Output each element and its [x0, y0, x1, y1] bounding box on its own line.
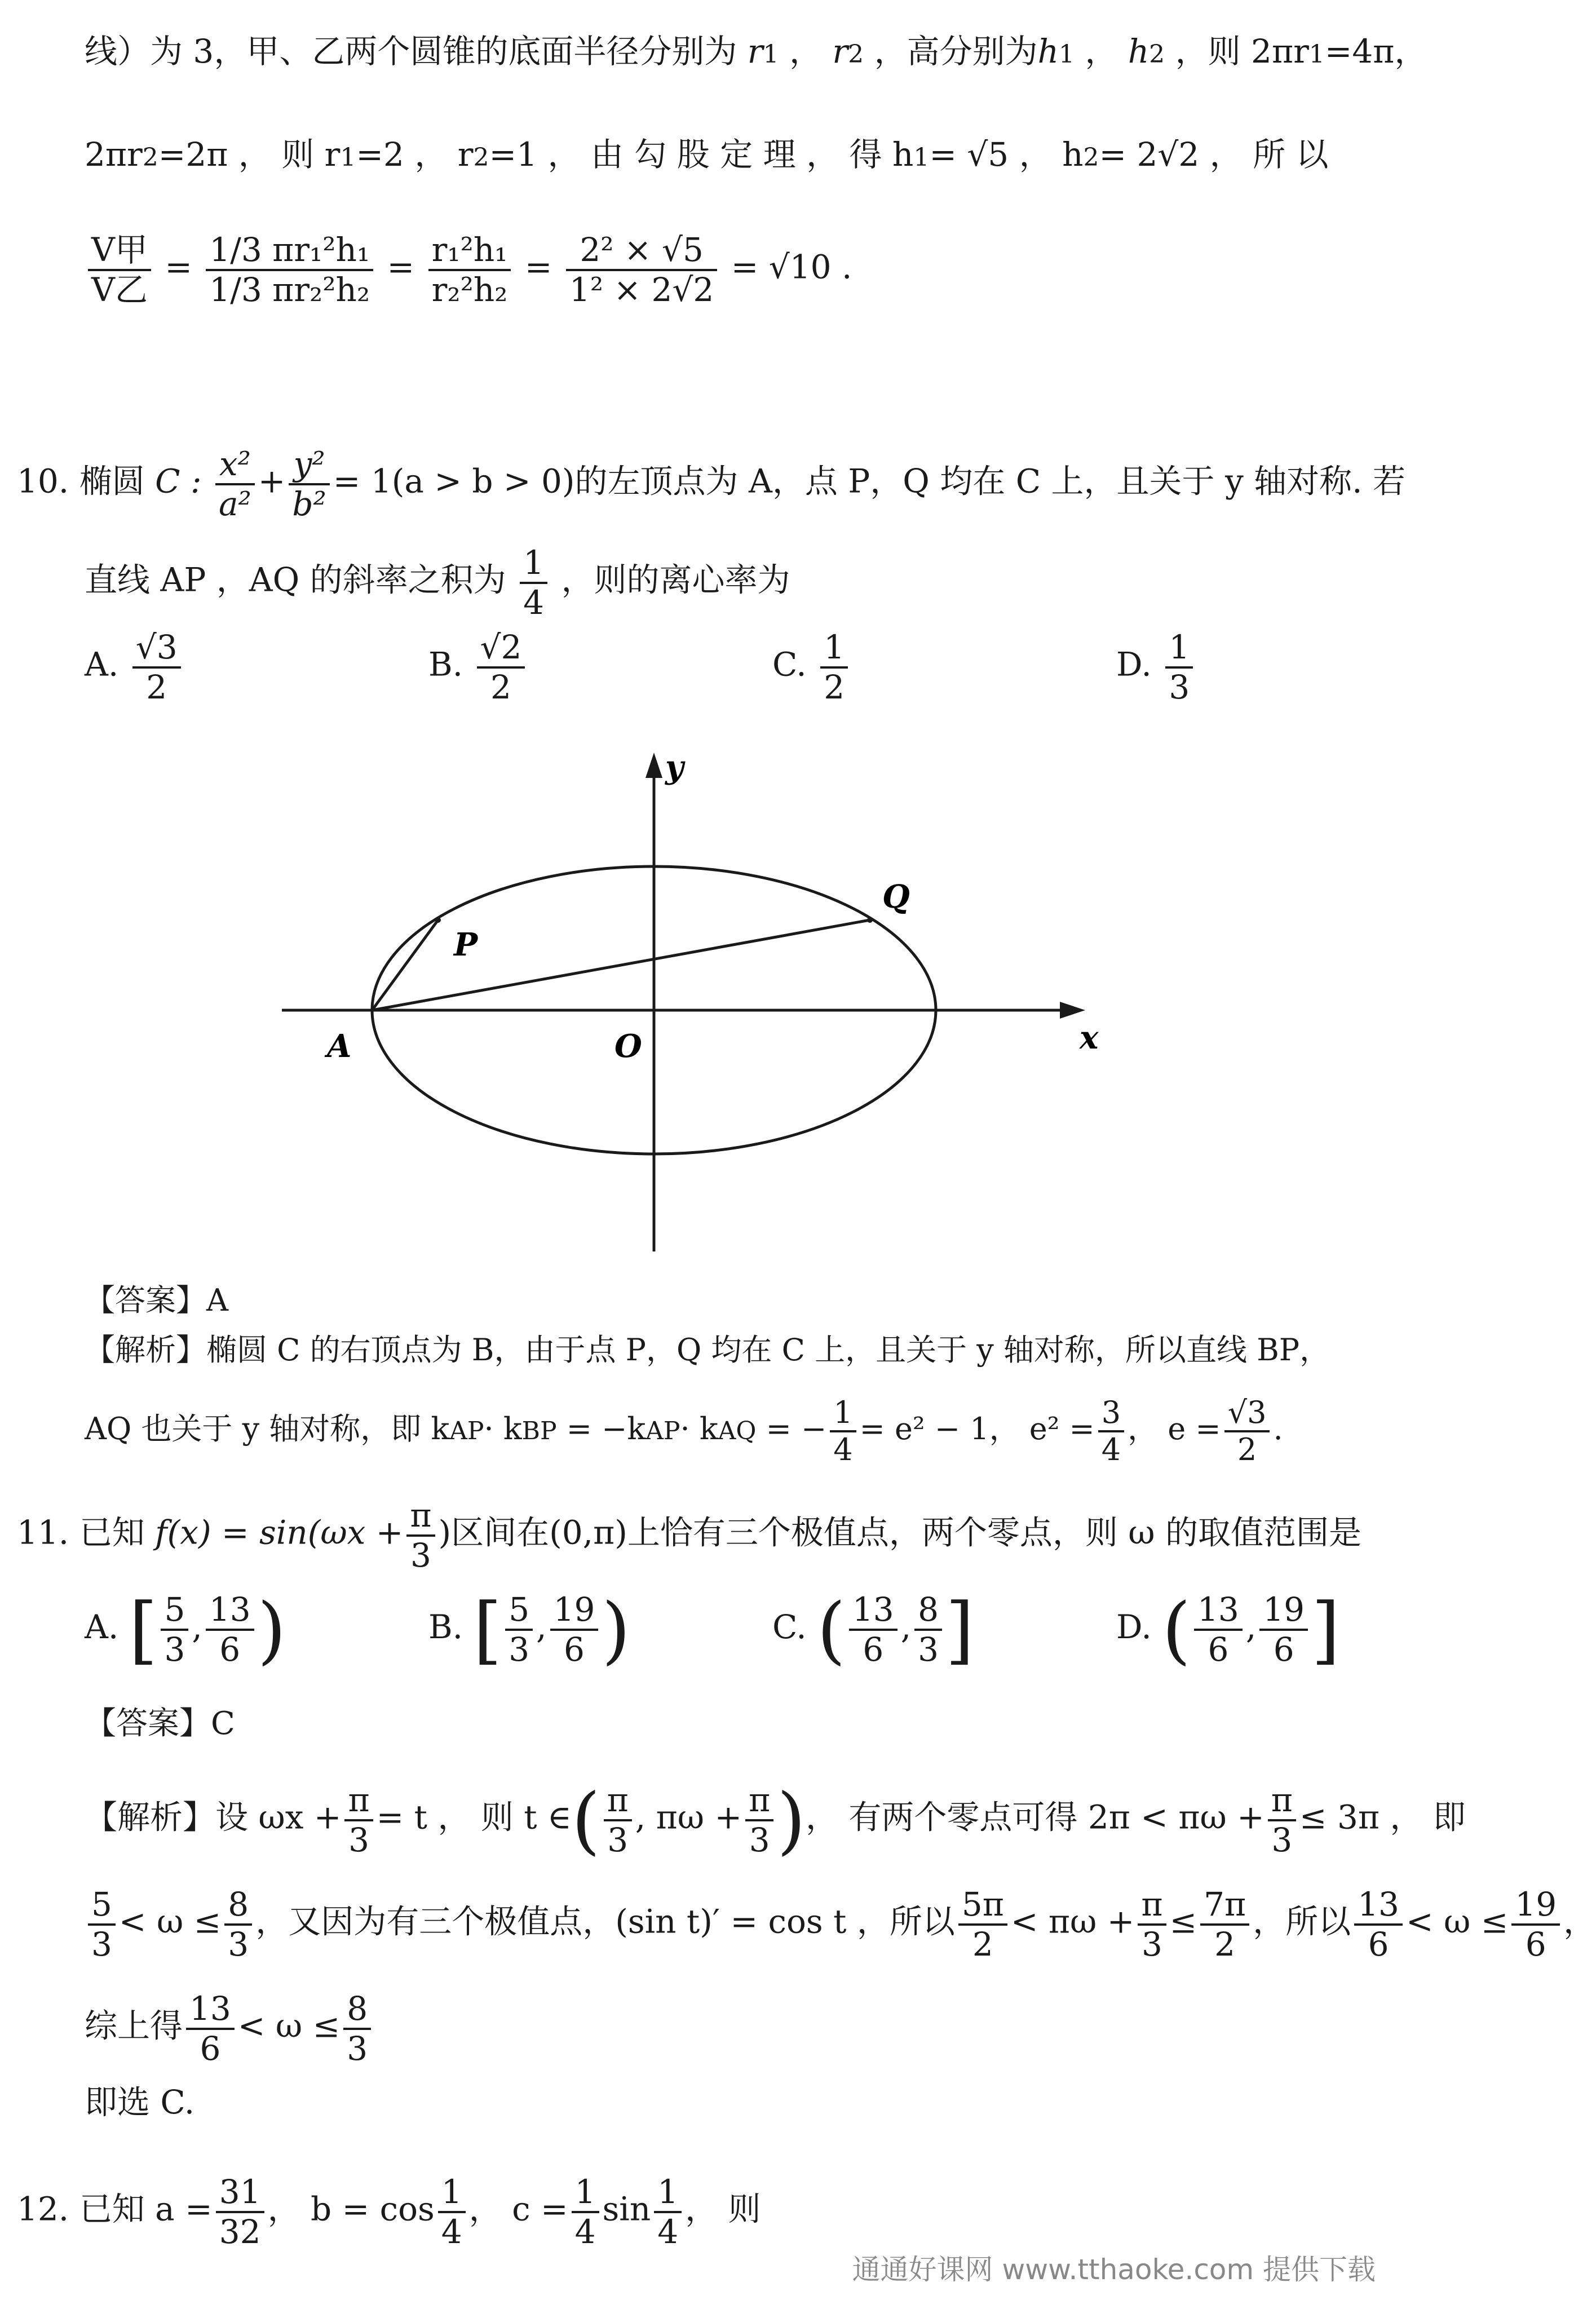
- q10-analysis-2: AQ 也关于 y 轴对称，即 kAP· kBP = −kAP· kAQ = − $\frac{1}{4}$ = e² − 1， e² = $\frac{3}{4}$ ， e = $\frac{√3}{2}$ .: [85, 1395, 1283, 1468]
- label-x: x: [1080, 1019, 1099, 1056]
- q11-analysis-2: $\frac{5}{3}$ < ω ≤ $\frac{8}{3}$ ，又因为有三个极值点，(sin t)′ = cos t ，所以 $\frac{5\pi}{2}$ < πω + $\frac{\pi}{3}$ ≤ $\frac{7\pi}{2}$ ，所以 $\frac{13}{6}$ < ω ≤ $\frac{19}{6}$ ，: [85, 1886, 1596, 1963]
- intro-line-1: 线）为 3，甲、乙两个圆锥的底面半径分别为 r1 ， r2 ，高分别为h1 ， h2 ，则 2πr1=4π，: [85, 32, 1427, 70]
- q11-option-a[interactable]: A. [ $\frac{5}{3}$ , $\frac{13}{6}$ ): [85, 1587, 286, 1673]
- q11-answer: 【答案】C: [85, 1705, 235, 1742]
- q10-option-b[interactable]: B. $\frac{√2}{2}$: [428, 629, 528, 706]
- q11-analysis-1: 【解析】设 ωx + $\frac{\pi}{3}$ = t ， 则 t ∈( $\frac{\pi}{3}$ , πω + $\frac{\pi}{3}$ )， 有两个零点可得 2π < πω + $\frac{\pi}{3}$ ≤ 3π ， 即: [85, 1777, 1466, 1863]
- q11-option-d[interactable]: D. ( $\frac{13}{6}$ , $\frac{19}{6}$ ]: [1116, 1587, 1340, 1673]
- label-q: Q: [882, 878, 910, 915]
- y-axis-arrow: [646, 753, 662, 778]
- q12-stem: 12. 已知 a = $\frac{31}{32}$ ， b = cos $\frac{1}{4}$ ， c = $\frac{1}{4}$ sin $\frac{1}{4}$ ， 则: [17, 2173, 761, 2251]
- q10-stem: 10. 椭圆 C : $\frac{\text{x²}}{\text{a²}}$ + $\frac{\text{y²}}{\text{b²}}$ = 1(a > b > 0)的左顶点为 A，点 P，Q 均在 C 上，且关于 y 轴对称. 若: [17, 445, 1406, 523]
- label-o: O: [614, 1028, 642, 1065]
- footer-watermark: 通通好课网 www.tthaoke.com 提供下载: [852, 2253, 1376, 2286]
- q11-option-c[interactable]: C. ( $\frac{13}{6}$ , $\frac{8}{3}$ ]: [772, 1587, 974, 1673]
- q10-analysis-1: 【解析】椭圆 C 的右顶点为 B，由于点 P，Q 均在 C 上，且关于 y 轴对称，所以直线 BP，: [85, 1332, 1330, 1368]
- label-a: A: [327, 1028, 352, 1065]
- label-y: y: [665, 749, 684, 786]
- q10-answer: 【答案】A: [85, 1282, 228, 1318]
- ellipse-figure: [271, 744, 1116, 1263]
- x-axis-arrow: [1060, 1002, 1085, 1019]
- line-aq: [372, 920, 870, 1010]
- q10-line2: 直线 AP ，AQ 的斜率之积为 $\frac{1}{4}$ ，则的离心率为: [85, 543, 790, 622]
- q10-option-c[interactable]: C. $\frac{1}{2}$: [772, 629, 851, 706]
- q11-analysis-3: 综上得 $\frac{13}{6}$ < ω ≤ $\frac{8}{3}$: [85, 1990, 374, 2067]
- label-p: P: [454, 926, 478, 963]
- q11-stem: 11. 已知 f(x) = sin(ωx + $\frac{\pi}{3}$ )区间在(0,π)上恰有三个极值点，两个零点，则 ω 的取值范围是: [17, 1496, 1362, 1574]
- q10-option-d[interactable]: D. $\frac{1}{3}$: [1116, 629, 1196, 706]
- q11-option-b[interactable]: B. [ $\frac{5}{3}$ , $\frac{19}{6}$ ): [428, 1587, 631, 1673]
- point-p: [435, 917, 441, 923]
- q11-analysis-4: 即选 C.: [85, 2083, 195, 2121]
- intro-line-2: 2πr2=2π ， 则 r1=2 ， r2=1 ， 由 勾 股 定 理 ， 得 h1= √5 ， h2= 2√2 ， 所 以: [85, 135, 1329, 174]
- intro-ratio: $\frac{\text{V甲}}{\text{V乙}}$ = $\frac{\text{1/3 πr₁²h₁}}{\text{1/3 πr₂²h₂}}$ = $\frac{\text{r₁²h₁}}{\text{r₂²h₂}}$ = $\frac{\text{2² × √5}}{\text{1² × 2√2}}$ = √10 .: [85, 231, 852, 308]
- q10-option-a[interactable]: A. $\frac{√3}{2}$: [85, 629, 184, 706]
- line-ap: [372, 920, 438, 1010]
- point-q: [867, 917, 873, 923]
